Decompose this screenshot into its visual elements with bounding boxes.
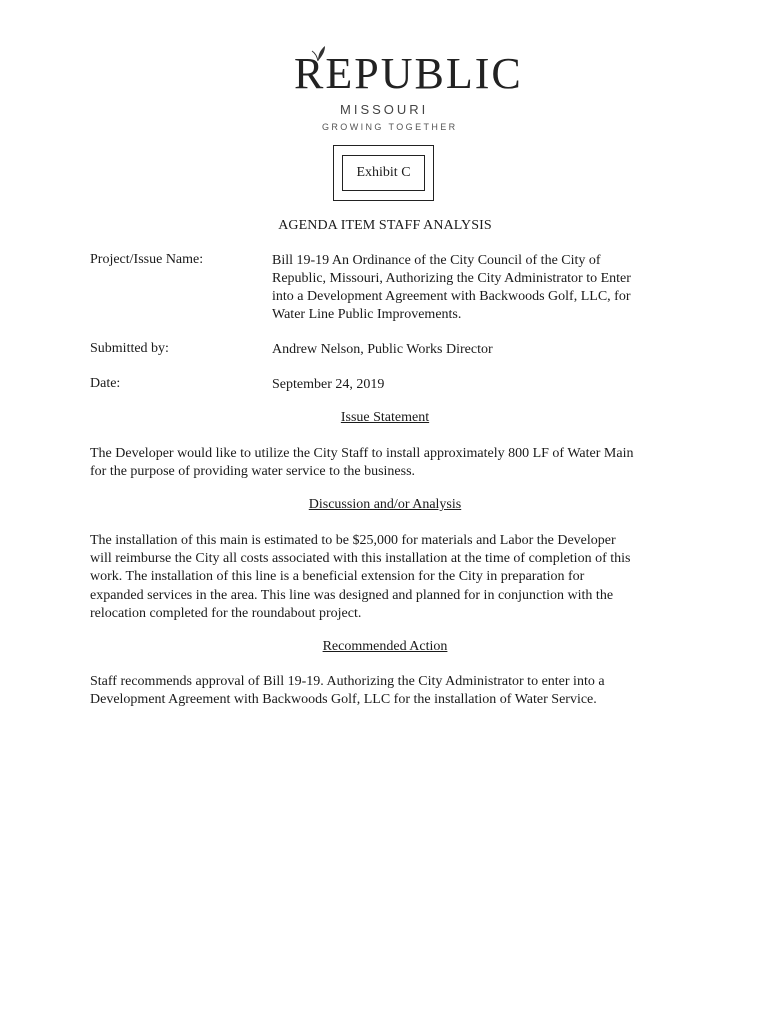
- exhibit-label: Exhibit C: [342, 155, 425, 191]
- logo-name: REPUBLIC: [294, 49, 523, 98]
- date-value: September 24, 2019: [272, 377, 385, 392]
- logo-state: MISSOURI: [340, 102, 429, 117]
- logo-tagline: GROWING TOGETHER: [322, 122, 458, 132]
- project-label: Project/Issue Name:: [90, 252, 204, 267]
- recommended-action-text: Staff recommends approval of Bill 19-19. Authorizing the City Administrator to enter into a Development Agreement with Backwoods Golf, LLC for the installation of Water Service.: [90, 674, 605, 708]
- submitted-value: Andrew Nelson, Public Works Director: [272, 342, 493, 357]
- date-label: Date:: [90, 376, 121, 391]
- issue-statement-text: The Developer would like to utilize the City Staff to install approximately 800 LF of Water Main for the purpose of providing water service to the business.: [90, 446, 634, 480]
- recommended-action-title: Recommended Action: [322, 639, 448, 654]
- republic-missouri-logo: [290, 44, 523, 136]
- submitted-label: Submitted by:: [90, 341, 169, 356]
- project-value: Bill 19-19 An Ordinance of the City Council of the City of Republic, Missouri, Authorizing the City Administrator to Enter into a Development Agreement with Backwoods Golf, LLC, for Water Line Public Improvements.: [272, 253, 631, 322]
- exhibit-box: [333, 145, 434, 201]
- discussion-title: Discussion and/or Analysis: [308, 497, 462, 512]
- issue-statement-title: Issue Statement: [340, 410, 430, 425]
- discussion-text: The installation of this main is estimated to be $25,000 for materials and Labor the Developer will reimburse the City all costs associated with this installation at the time of completion of this work. The installation of this line is a beneficial extension for the City in preparation for expanded services in the area. This line was designed and planned for in conjunction with the relocation completed for the roundabout project.: [90, 533, 631, 621]
- document-heading: AGENDA ITEM STAFF ANALYSIS: [278, 218, 492, 233]
